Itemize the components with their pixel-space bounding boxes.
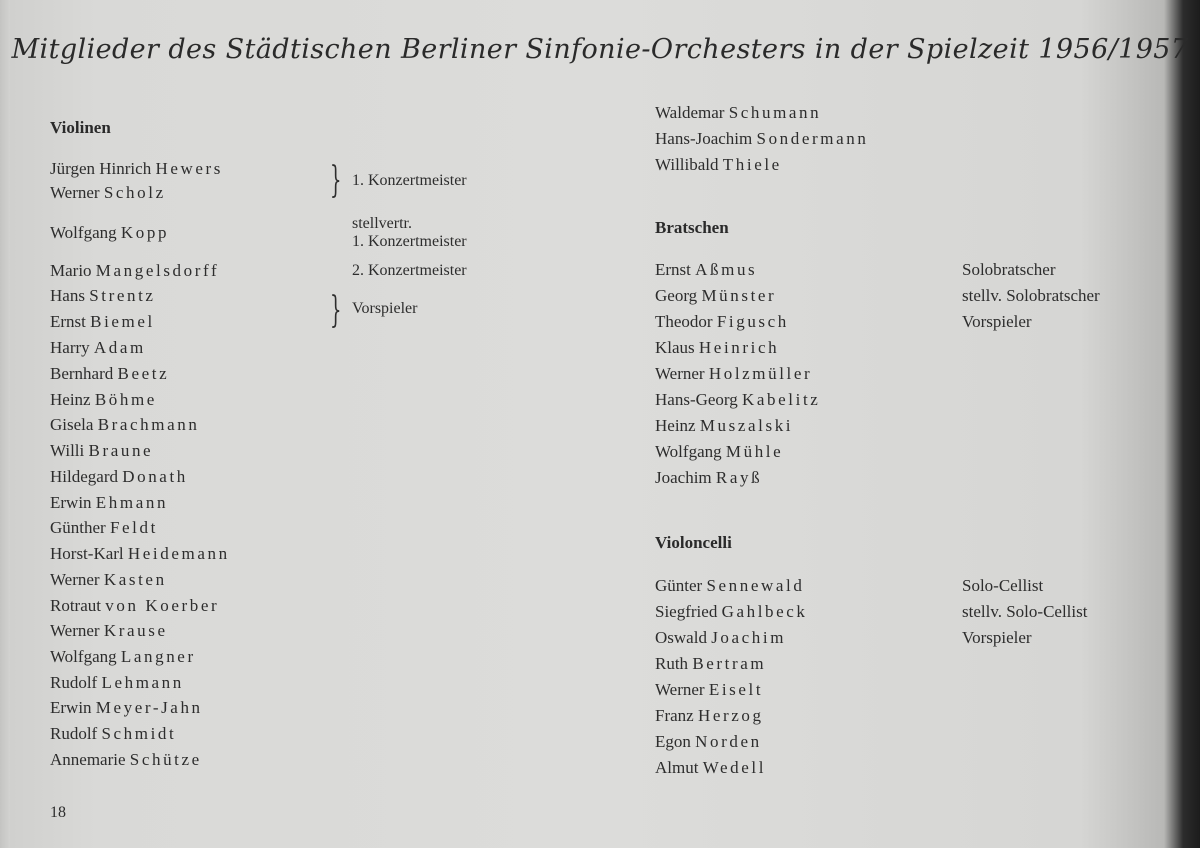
member-row	[50, 517, 158, 539]
member-row	[50, 389, 157, 411]
member-row	[655, 363, 812, 385]
member-first-name: Joachim	[655, 468, 712, 487]
member-last-name: Mangelsdorff	[95, 261, 220, 280]
member-first-name: Willibald	[655, 155, 719, 174]
member-last-name: Scholz	[103, 183, 166, 202]
member-last-name: Bertram	[692, 654, 767, 673]
member-last-name: Herzog	[697, 706, 764, 725]
member-first-name: Horst-Karl	[50, 544, 124, 563]
member-row	[655, 337, 779, 359]
member-last-name: Hewers	[155, 159, 223, 178]
member-row	[50, 260, 219, 282]
member-row	[655, 154, 782, 176]
member-last-name: Figusch	[716, 312, 789, 331]
member-first-name: Hans-Georg	[655, 390, 738, 409]
member-first-name: Ernst	[50, 312, 86, 331]
member-first-name: Wolfgang	[655, 442, 722, 461]
member-first-name: Heinz	[50, 390, 91, 409]
member-first-name: Annemarie	[50, 750, 126, 769]
member-first-name: Georg	[655, 286, 698, 305]
member-last-name: Aßmus	[695, 260, 758, 279]
member-first-name: Werner	[50, 183, 100, 202]
member-last-name: Kopp	[120, 223, 170, 242]
member-last-name: Feldt	[109, 518, 158, 537]
member-row	[655, 653, 766, 675]
member-first-name: Rudolf	[50, 724, 98, 743]
member-row	[655, 389, 820, 411]
member-row	[655, 128, 868, 150]
member-row	[655, 259, 757, 281]
member-first-name: Rotraut	[50, 596, 101, 615]
role-stellvertr-line1: stellvertr.	[352, 215, 412, 232]
member-last-name: Sondermann	[756, 129, 869, 148]
member-first-name: Egon	[655, 732, 691, 751]
member-role: stellv. Solo-Cellist	[962, 602, 1088, 621]
member-row	[655, 575, 804, 597]
member-last-name: Mühle	[725, 442, 784, 461]
member-last-name: Schmidt	[101, 724, 177, 743]
section-heading-violinen: Violinen	[50, 118, 111, 137]
member-last-name: Muszalski	[699, 416, 794, 435]
member-last-name: Münster	[701, 286, 777, 305]
member-first-name: Erwin	[50, 493, 92, 512]
member-first-name: Ruth	[655, 654, 689, 673]
member-row	[50, 182, 166, 204]
brace-konzertmeister: }	[330, 160, 342, 201]
member-first-name: Erwin	[50, 698, 92, 717]
member-row	[50, 466, 188, 488]
member-last-name: von Koerber	[105, 596, 220, 615]
member-last-name: Thiele	[722, 155, 782, 174]
member-last-name: Holzmüller	[708, 364, 813, 383]
member-row	[50, 569, 167, 591]
member-row	[655, 627, 786, 649]
member-first-name: Mario	[50, 261, 92, 280]
member-row	[50, 749, 202, 771]
member-last-name: Eiselt	[708, 680, 764, 699]
member-row	[655, 311, 789, 333]
member-row	[655, 601, 808, 623]
section-heading-bratschen: Bratschen	[655, 218, 729, 237]
member-last-name: Böhme	[94, 390, 157, 409]
member-last-name: Schumann	[728, 103, 822, 122]
member-first-name: Werner	[655, 680, 705, 699]
member-first-name: Theodor	[655, 312, 713, 331]
member-first-name: Werner	[50, 621, 100, 640]
member-row	[50, 158, 223, 180]
member-last-name: Adam	[93, 338, 146, 357]
member-row	[50, 697, 203, 719]
member-first-name: Wolfgang	[50, 647, 117, 666]
role-zweiter-konzertmeister: 2. Konzertmeister	[352, 262, 467, 279]
member-row	[50, 723, 176, 745]
member-first-name: Heinz	[655, 416, 696, 435]
member-last-name: Meyer-Jahn	[95, 698, 203, 717]
member-row	[50, 620, 168, 642]
member-first-name: Hans	[50, 286, 85, 305]
member-first-name: Ernst	[655, 260, 691, 279]
member-first-name: Bernhard	[50, 364, 114, 383]
member-first-name: Klaus	[655, 338, 695, 357]
member-last-name: Heinrich	[698, 338, 780, 357]
member-row	[655, 731, 762, 753]
member-row	[50, 646, 196, 668]
member-last-name: Biemel	[90, 312, 155, 331]
member-row	[655, 467, 762, 489]
member-last-name: Heidemann	[127, 544, 230, 563]
member-row	[50, 595, 219, 617]
member-row	[655, 441, 783, 463]
member-row	[655, 757, 766, 779]
member-row	[655, 679, 763, 701]
member-first-name: Franz	[655, 706, 694, 725]
member-last-name: Joachim	[711, 628, 787, 647]
member-row	[655, 415, 793, 437]
member-first-name: Oswald	[655, 628, 707, 647]
member-row	[655, 285, 776, 307]
member-last-name: Strentz	[89, 286, 156, 305]
member-last-name: Krause	[103, 621, 168, 640]
member-role: stellv. Solobratscher	[962, 286, 1100, 305]
member-role: Vorspieler	[962, 312, 1032, 331]
page-title: Mitglieder des Städtischen Berliner Sinfonie-Orchesters in der Spielzeit 1956/1957	[11, 34, 1189, 65]
member-last-name: Sennewald	[706, 576, 805, 595]
page-edge	[0, 0, 10, 848]
member-first-name: Jürgen Hinrich	[50, 159, 152, 178]
member-role: Solobratscher	[962, 260, 1056, 279]
member-last-name: Norden	[695, 732, 762, 751]
member-first-name: Waldemar	[655, 103, 725, 122]
member-first-name: Werner	[655, 364, 705, 383]
page-number: 18	[50, 804, 66, 821]
member-last-name: Kasten	[103, 570, 167, 589]
member-last-name: Ehmann	[95, 493, 169, 512]
member-first-name: Werner	[50, 570, 100, 589]
member-last-name: Schütze	[129, 750, 202, 769]
member-last-name: Wedell	[702, 758, 767, 777]
member-role: Vorspieler	[962, 628, 1032, 647]
member-first-name: Wolfgang	[50, 223, 117, 242]
member-first-name: Günther	[50, 518, 106, 537]
member-row	[50, 414, 199, 436]
member-first-name: Günter	[655, 576, 703, 595]
member-row	[50, 285, 156, 307]
role-vorspieler: Vorspieler	[352, 300, 418, 317]
member-last-name: Brachmann	[97, 415, 200, 434]
section-heading-violoncelli: Violoncelli	[655, 533, 732, 552]
member-row	[50, 311, 155, 333]
member-row	[50, 337, 146, 359]
member-row	[50, 363, 169, 385]
member-last-name: Rayß	[715, 468, 763, 487]
member-row	[50, 672, 184, 694]
member-last-name: Lehmann	[101, 673, 184, 692]
member-row	[655, 102, 821, 124]
member-row	[655, 705, 764, 727]
role-stellvertr-line2: 1. Konzertmeister	[352, 233, 467, 250]
member-last-name: Donath	[122, 467, 188, 486]
role-konzertmeister: 1. Konzertmeister	[352, 172, 467, 189]
member-row	[50, 440, 153, 462]
member-last-name: Kabelitz	[742, 390, 821, 409]
member-last-name: Langner	[120, 647, 196, 666]
brace-vorspieler: }	[330, 290, 342, 331]
member-last-name: Beetz	[117, 364, 170, 383]
member-row	[50, 222, 169, 244]
member-first-name: Rudolf	[50, 673, 98, 692]
member-first-name: Gisela	[50, 415, 94, 434]
member-first-name: Harry	[50, 338, 90, 357]
member-row	[50, 492, 168, 514]
member-first-name: Siegfried	[655, 602, 718, 621]
member-last-name: Gahlbeck	[721, 602, 808, 621]
member-row	[50, 543, 230, 565]
member-first-name: Hans-Joachim	[655, 129, 753, 148]
member-first-name: Hildegard	[50, 467, 118, 486]
member-first-name: Almut	[655, 758, 699, 777]
member-last-name: Braune	[88, 441, 154, 460]
member-first-name: Willi	[50, 441, 85, 460]
member-role: Solo-Cellist	[962, 576, 1044, 595]
